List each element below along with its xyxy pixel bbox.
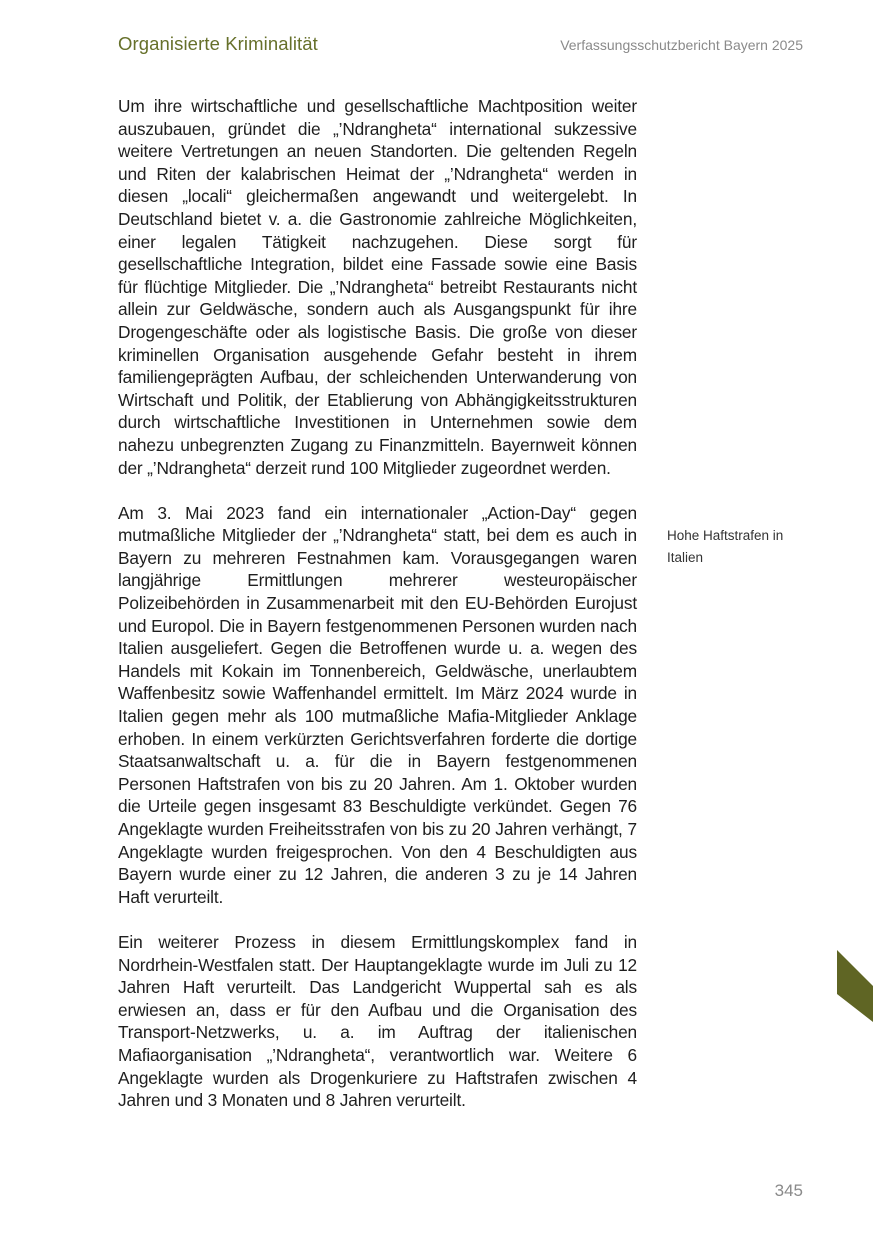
paragraph-2: Am 3. Mai 2023 fand ein internationaler „Action-Day“ gegen mutmaßliche Mitglieder der „’Ndrangheta“ statt, bei dem es auch in Bayern zu mehreren Festnahmen kam. Vorausgegangen waren langjährige Ermittlungen mehrerer westeuropäischer Polizeibehörden in Zusammenarbeit mit den EU-Behörden Eurojust und Europol. Die in Bayern festgenommenen Personen wurden nach Italien ausgeliefert. Gegen die Betroffenen wurde u. a. wegen des Handels mit Kokain im Tonnenbereich, Geldwäsche, unerlaubtem Waffenbesitz sowie Waffenhandel ermittelt. Im März 2024 wurde in Italien gegen mehr als 100 mutmaßliche Mafia-Mitglieder Anklage erhoben. In einem verkürzten Gerichtsverfahren forderte die dortige Staatsanwaltschaft u. a. für die in Bayern festgenommenen Personen Haftstrafen von bis zu 20 Jahren. Am 1. Oktober wurden die Urteile gegen insgesamt 83 Beschuldigte verkündet. Gegen 76 Angeklagte wurden Freiheitsstrafen von bis zu 20 Jahren verhängt, 7 Angeklagte wurden freigesprochen. Von den 4 Beschuldigten aus Bayern wurde einer zu 12 Jahren, die anderen 3 zu je 14 Jahren Haft verurteilt. — [118, 502, 637, 907]
page-number: 345 — [774, 1181, 803, 1200]
section-title: Organisierte Kriminalität — [118, 33, 318, 54]
report-title: Verfassungsschutzbericht Bayern 2025 — [560, 37, 803, 53]
paragraph-1: Um ihre wirtschaftliche und gesellschaftliche Machtposition weiter auszubauen, gründet die „’Ndrangheta“ international sukzessive weitere Vertretungen an neuen Standorten. Die geltenden Regeln und Riten der kalabrischen Heimat der „’Ndrangheta“ werden in diesen „locali“ gleichermaßen angewandt und weitergelebt. In Deutschland bietet v. a. die Gastronomie zahlreiche Möglichkeiten, einer legalen Tätigkeit nachzugehen. Diese sorgt für gesellschaftliche Integration, bildet eine Fassade sowie eine Basis für flüchtige Mitglieder. Die „’Ndrangheta“ betreibt Restaurants nicht allein zur Geldwäsche, sondern auch als Ausgangspunkt für ihre Drogengeschäfte oder als logistische Basis. Die große von dieser kriminellen Organisation ausgehende Gefahr besteht in ihrem familiengeprägten Aufbau, der schleichenden Unterwanderung von Wirtschaft und Politik, der Etablierung von Abhängigkeitsstrukturen durch wirtschaftliche Investitionen in Unternehmen sowie dem nahezu unbegrenzten Zugang zu Finanzmitteln. Bayernweit können der „’Ndrangheta“ derzeit rund 100 Mitglieder zugeordnet werden. — [118, 96, 637, 478]
margin-note: Hohe Haftstrafen in Italien — [667, 528, 784, 565]
chapter-tab-shape — [837, 950, 873, 1022]
chapter-tab-marker — [837, 950, 873, 1027]
main-text — [118, 95, 637, 1112]
paragraph-3: Ein weiterer Prozess in diesem Ermittlungskomplex fand in Nordrhein-Westfalen statt. Der Hauptangeklagte wurde im Juli zu 12 Jahren Haft verurteilt. Das Landgericht Wuppertal sah es als erwiesen an, dass er für den Aufbau und die Organisation des Transport-Netzwerks, u. a. im Auftrag der italienischen Mafiaorganisation „’Ndrangheta“, verantwortlich war. Weitere 6 Angeklagte wurden als Drogenkuriere zu Haftstrafen zwischen 4 Jahren und 3 Monaten und 8 Jahren verurteilt. — [118, 931, 637, 1111]
